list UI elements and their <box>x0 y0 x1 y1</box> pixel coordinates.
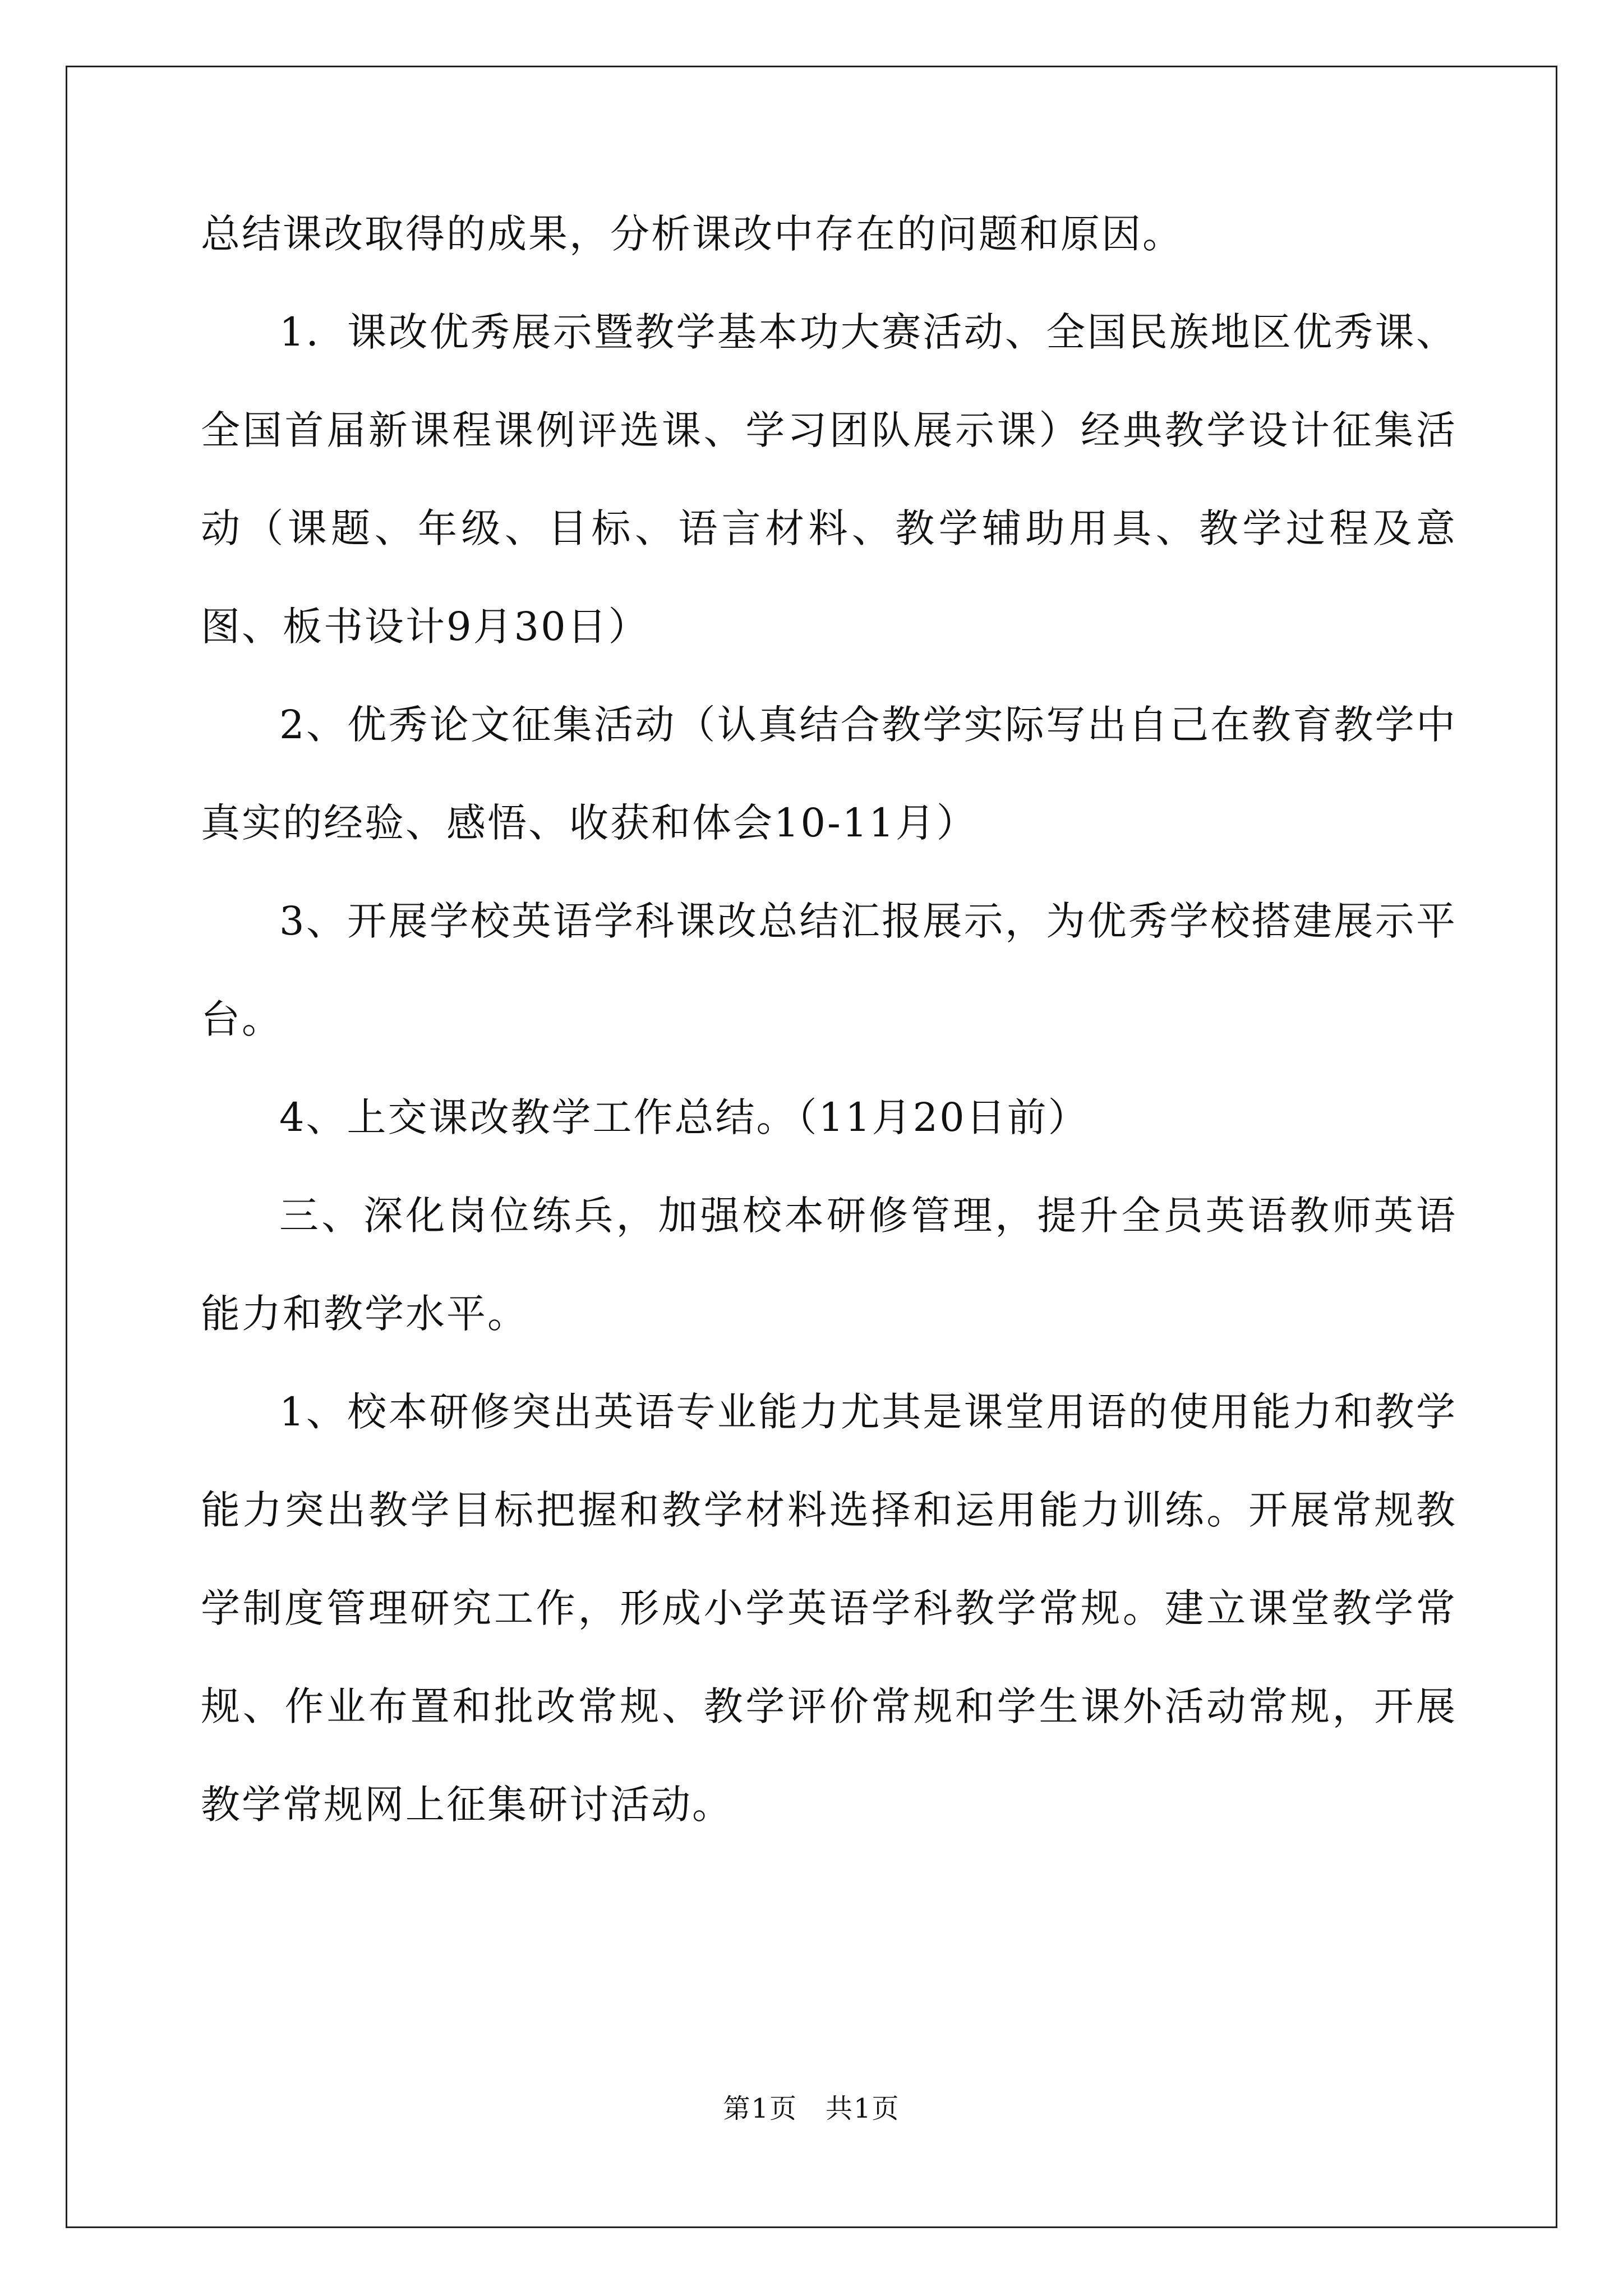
page-total: 共1页 <box>826 2093 900 2124</box>
paragraph-2: 1．课改优秀展示暨教学基本功大赛活动、全国民族地区优秀课、全国首届新课程课例评选课、学习团队展示课）经典教学设计征集活动（课题、年级、目标、语言材料、教学辅助用具、教学过程及意图、板书设计9月30日） <box>201 309 1457 650</box>
paragraph-5: 4、上交课改教学工作总结。（11月20日前） <box>279 1094 1089 1140</box>
page-footer <box>0 2087 1623 2125</box>
page-number: 第1页 <box>723 2093 797 2124</box>
paragraph-7: 1、校本研修突出英语专业能力尤其是课堂用语的使用能力和教学能力突出教学目标把握和教学材料选择和运用能力训练。开展常规教学制度管理研究工作，形成小学英语学科教学常规。建立课堂教学常规、作业布置和批改常规、教学评价常规和学生课外活动常规，开展教学常规网上征集研讨活动。 <box>201 1389 1457 1828</box>
document-body <box>201 185 1457 1854</box>
paragraph-1: 总结课改取得的成果，分析课改中存在的问题和原因。 <box>201 211 1183 257</box>
paragraph-6: 三、深化岗位练兵，加强校本研修管理，提升全员英语教师英语能力和教学水平。 <box>201 1193 1457 1337</box>
paragraph-3: 2、优秀论文征集活动（认真结合教学实际写出自己在教育教学中真实的经验、感悟、收获和体会10-11月） <box>201 702 1457 846</box>
paragraph-4: 3、开展学校英语学科课改总结汇报展示，为优秀学校搭建展示平台。 <box>201 898 1457 1042</box>
